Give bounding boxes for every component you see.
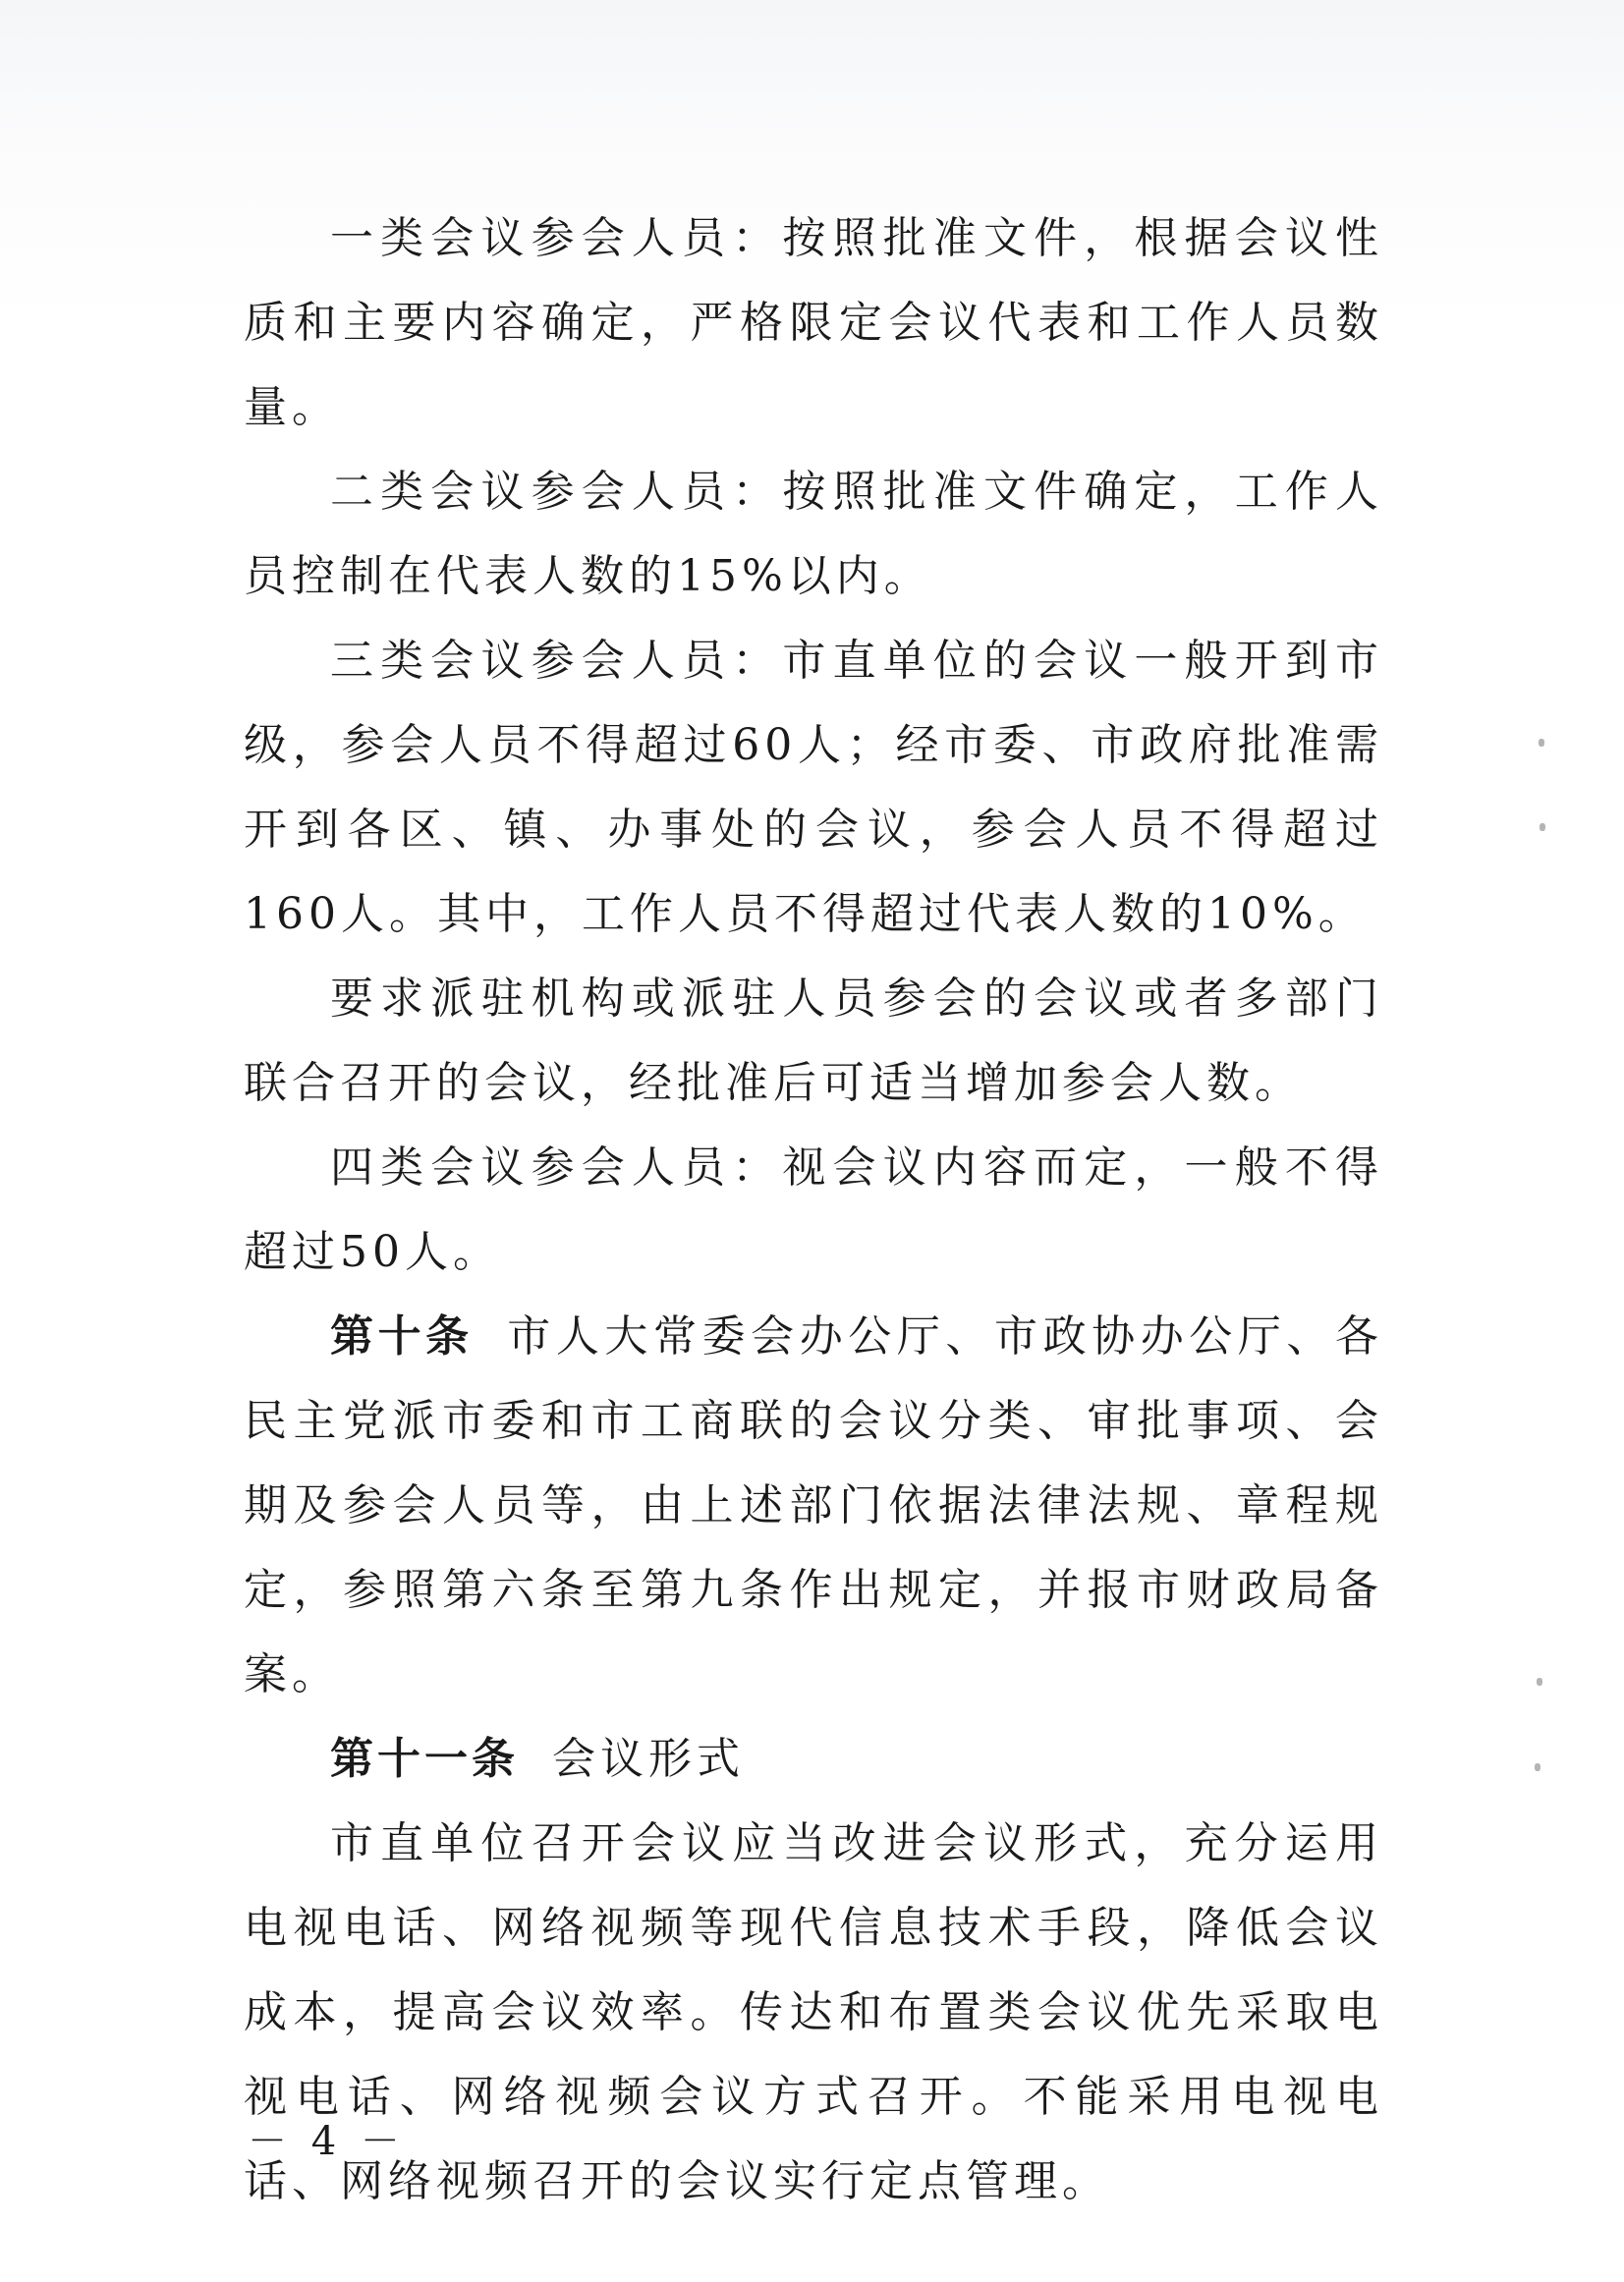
article-11-body: 市直单位召开会议应当改进会议形式，充分运用电视电话、网络视频等现代信息技术手段，降低会议成本，提高会议效率。传达和布置类会议优先采取电视电话、网络视频会议方式召开。不能采用电视电话、网络视频召开的会议实行定点管理。	[244, 1818, 1383, 2206]
article-10	[244, 1295, 1383, 1717]
page-number: － 4 －	[248, 2119, 406, 2164]
paragraph-class-one-attendees: 一类会议参会人员：按照批准文件，根据会议性质和主要内容确定，严格限定会议代表和工作人员数量。	[244, 213, 1383, 432]
scan-speck	[1537, 1678, 1542, 1686]
paragraph-dispatched-institutions: 要求派驻机构或派驻人员参会的会议或者多部门联合召开的会议，经批准后可适当增加参会人数。	[244, 974, 1383, 1108]
article-10-label: 第十条	[330, 1311, 474, 1362]
article-11-heading	[244, 1717, 1383, 1802]
scan-speck	[1540, 823, 1545, 831]
paragraph-class-two-attendees: 二类会议参会人员：按照批准文件确定，工作人员控制在代表人数的15%以内。	[244, 467, 1383, 601]
article-11-label: 第十一条	[330, 1734, 519, 1784]
article-10-text: 市人大常委会办公厅、市政协办公厅、各民主党派市委和市工商联的会议分类、审批事项、会期及参会人员等，由上述部门依据法律法规、章程规定，参照第六条至第九条作出规定，并报市财政局备案。	[244, 1311, 1384, 1699]
scan-speck	[1539, 739, 1544, 747]
document-body	[244, 196, 1383, 2224]
article-11-title: 会议形式	[552, 1734, 745, 1784]
paragraph-class-four-attendees: 四类会议参会人员：视会议内容而定，一般不得超过50人。	[244, 1142, 1383, 1277]
paragraph-class-three-attendees: 三类会议参会人员：市直单位的会议一般开到市级，参会人员不得超过60人；经市委、市政府批准需开到各区、镇、办事处的会议，参会人员不得超过160人。其中，工作人员不得超过代表人数的10%。	[244, 636, 1383, 939]
scan-speck	[1535, 1763, 1540, 1771]
